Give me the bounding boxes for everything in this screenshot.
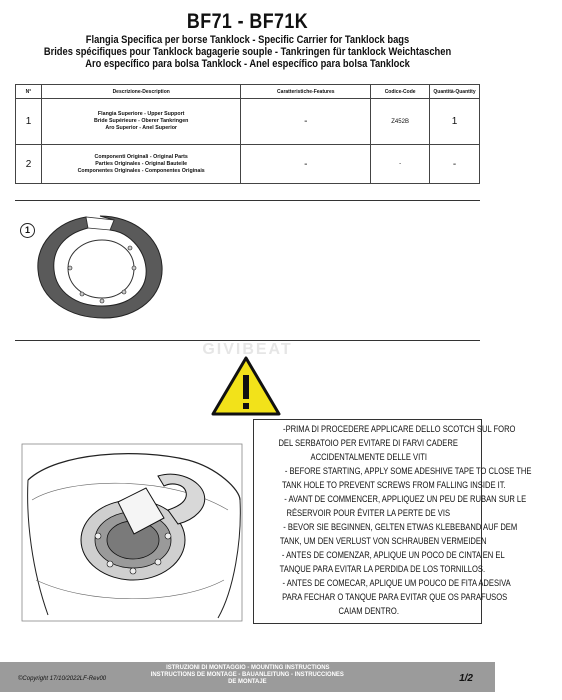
warning-line: - ANTES DE COMENZAR, APLIQUE UN POCO DE CINTA EN EL [281,550,505,561]
copyright-text: ©Copyright 17/10/2022LF-Rev00 [18,676,107,682]
section-divider [15,200,480,201]
watermark: GIVIBEAT [202,341,293,358]
subtitle-line-1: Flangia Specifica per borse Tanklock - Specific Carrier for Tanklock bags [85,34,410,46]
row-features: - [241,145,371,184]
warning-line: ACCIDENTALMENTE DELLE VITI [310,452,427,463]
row-num: 1 [16,99,42,145]
warning-line: TANK, UM DEN VERLUST VON SCHRAUBEN VERMEIDEN [279,536,487,547]
warning-line: CAIAM DENTRO. [338,606,399,617]
header-description: Descrizione-Description [41,85,241,99]
description-line: Aro Superior - Anel Superior [105,125,177,131]
footer-line: INSTRUCTIONS DE MONTAGE - BAUANLEITUNG - INSTRUCCIONES [150,671,345,678]
description-line: Componentes Originales - Componentes Originais [77,167,205,174]
header-num: N° [16,85,42,99]
description-line: Flangia Superiore - Upper Support [97,111,185,117]
row-num: 2 [16,145,42,184]
subtitle-line-3: Aro específico para bolsa Tanklock - Anel específico para bolsa Tanklock [85,58,410,70]
warning-triangle-icon [210,355,282,417]
description-line: Bride Supérieure - Oberer Tankringen [94,118,189,124]
row-description [41,99,241,145]
subtitle-line-2: Brides spécifiques pour Tanklock bagagerie souple - Tankringen für tanklock Weichtaschen [43,46,452,58]
description-line: Componenti Originali - Original Parts [94,153,188,160]
header-features: Caratteristiche-Features [241,85,371,99]
warning-text-box [253,419,532,624]
description-line: Parties Originales - Original Bauteile [95,160,188,167]
header-code: Codice-Code [371,85,430,99]
footer-bar [0,662,495,692]
warning-line: - BEFORE STARTING, APPLY SOME ADESHIVE TAPE TO CLOSE THE [284,466,532,477]
warning-line: TANK HOLE TO PREVENT SCREWS FROM FALLING INSIDE IT. [281,480,506,491]
warning-line: PARA FECHAR O TANQUE PARA EVITAR QUE OS PARAFUSOS [282,592,508,603]
parts-table [15,84,480,184]
part-callout: 1 [20,223,35,238]
document-title: BF71 - BF71K [186,10,309,33]
row-features: - [241,99,371,145]
row-code: Z452B [371,99,430,145]
warning-line: TANQUE PARA EVITAR LA PERDIDA DE LOS TORNILLOS. [279,564,486,575]
table-row [16,99,480,145]
row-code: - [371,145,430,184]
fuel-tank-illustration [18,440,246,625]
warning-line: - AVANT DE COMMENCER, APPLIQUEZ UN PEU DE RUBAN SUR LE [284,494,527,505]
footer-line: ISTRUZIONI DI MONTAGGIO - MOUNTING INSTRUCTIONS [165,664,330,671]
warning-line: - BEVOR SIE BEGINNEN, GELTEN ETWAS KLEBEBAND AUF DEM [283,522,518,533]
page-number: 1/2 [459,673,473,684]
warning-line: RÉSERVOIR POUR ÉVITER LA PERTE DE VIS [286,508,451,519]
table-row [16,145,480,184]
upper-support-flange-illustration [30,210,170,325]
footer-line: DE MONTAJE [228,678,267,685]
row-description [41,145,241,184]
warning-line: -PRIMA DI PROCEDERE APPLICARE DELLO SCOTCH SUL FORO [283,424,516,435]
header-quantity: Quantità-Quantity [430,85,480,99]
warning-line: DEL SERBATOIO PER EVITARE DI FARVI CADERE [278,438,459,449]
row-quantity: - [430,145,480,184]
row-quantity: 1 [430,99,480,145]
table-header-row [16,85,480,99]
warning-line: - ANTES DE COMECAR, APLIQUE UM POUCO DE FITA ADESIVA [282,578,511,589]
